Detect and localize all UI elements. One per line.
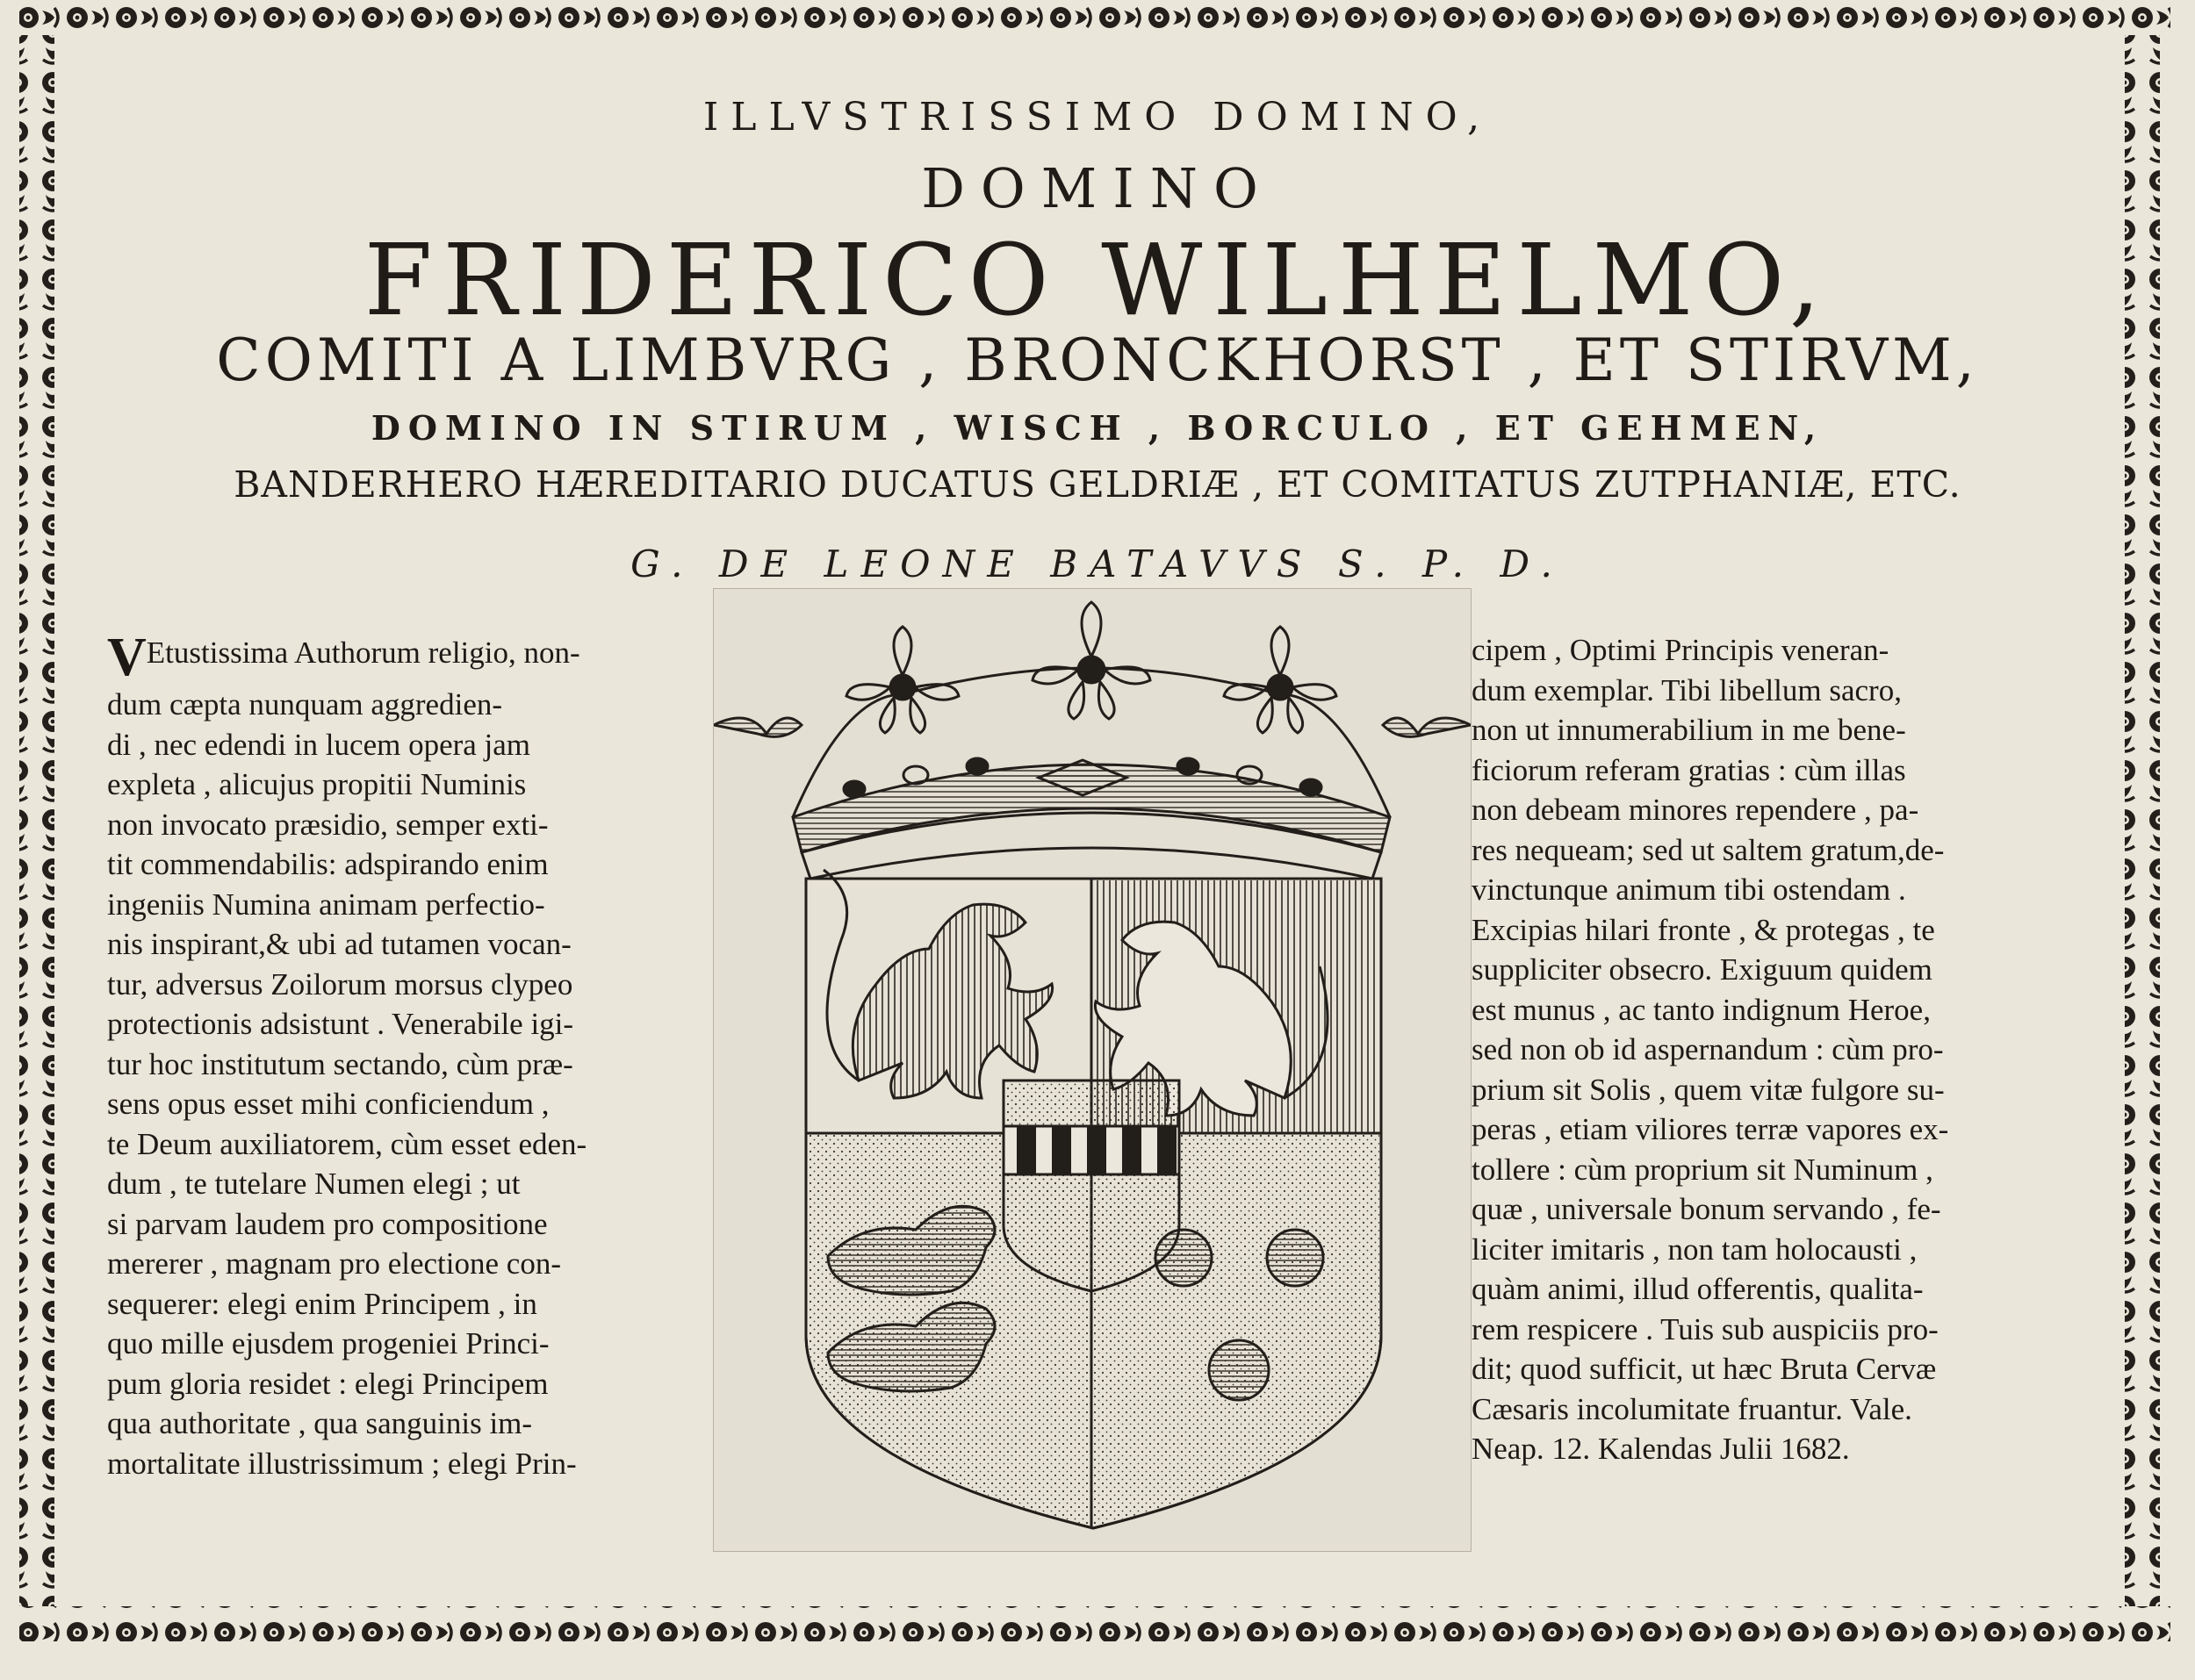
letter-line: VEtustissima Authorum religio, non- [107,628,580,687]
letter-line: nis inspirant,& ubi ad tutamen vocan- [107,927,572,961]
letter-line: suppliciter obsecro. Exiguum quidem [1472,952,1932,987]
letter-line: Excipias hilari fronte , & protegas , te [1472,912,1935,947]
letter-line: liciter imitaris , non tam holocausti , [1472,1231,1918,1267]
letter-line: quæ , universale bonum servando , fe- [1472,1192,1941,1226]
letter-line: sens opus esset mihi conficiendum , [107,1087,550,1121]
dedication-line-2: DOMINO [921,156,1274,220]
letter-line: non ut innumerabilium in me bene- [1472,713,1906,747]
letter-line: res nequeam; sed ut saltem gratum,de- [1472,832,1945,867]
letter-line: tollere : cùm proprium sit Numinum , [1472,1152,1933,1187]
letter-line: dum , te tutelare Numen elegi ; ut [107,1167,521,1201]
shield [806,870,1381,1528]
letter-line: expleta , alicujus propitii Numinis [107,767,527,801]
dedication-titles-3: BANDERHERO HÆREDITARIO DUCATUS GELDRIÆ , ET COMITATUS ZUTPHANIÆ, ETC. [234,463,1961,506]
letter-line: rem respicere . Tuis sub auspiciis pro- [1472,1311,1939,1346]
dedication-titles-2: DOMINO IN STIRUM , WISCH , BORCULO , ET GEHMEN, [371,408,1824,448]
letter-line: dum exemplar. Tibi libellum sacro, [1472,672,1902,707]
letter-line: si parvam laudem pro compositione [107,1206,548,1241]
letter-line: quo mille ejusdem progeniei Princi- [107,1326,550,1361]
letter-line: protectionis adsistunt . Venerabile igi- [107,1007,574,1041]
letter-line: prium sit Solis , quem vitæ fulgore su- [1472,1072,1945,1107]
coat-of-arms-plate [713,588,1472,1552]
letter-left-column [107,630,713,1483]
letter-line: dit; quod sufficit, ut hæc Bruta Cervæ [1472,1352,1937,1386]
letter-line: Neap. 12. Kalendas Julii 1682. [1472,1432,1850,1466]
crown-icon [714,602,1471,879]
letter-line: ingeniis Numina animam perfectio- [107,887,545,922]
letter-line: tur hoc institutum sectando, cùm præ- [107,1046,573,1081]
letter-line: mortalitate illustrissimum ; elegi Prin- [107,1446,577,1481]
letter-line: est munus , ac tanto indignum Heroe, [1472,992,1931,1027]
letter-line: peras , etiam viliores terræ vapores ex- [1472,1112,1949,1146]
dedication-titles-1: COMITI A LIMBVRG , BRONCKHORST , ET STIRVM, [216,327,1979,394]
letter-line: dum cæpta nunquam aggredien- [107,687,503,722]
letter-line: sequerer: elegi enim Principem , in [107,1286,537,1321]
letter-line: vinctunque animum tibi ostendam . [1472,872,1906,907]
letter-line: mererer , magnam pro electione con- [107,1246,561,1281]
inescutcheon-icon [1004,1081,1179,1291]
letter-line: tit commendabilis: adspirando enim [107,847,549,881]
letter-line: te Deum auxiliatorem, cùm esset eden- [107,1126,587,1161]
letter-line: quàm animi, illud offerentis, qualita- [1472,1272,1924,1306]
letter-line: di , nec edendi in lucem opera jam [107,727,531,762]
drop-cap: V [107,628,147,687]
letter-line: non debeam minores rependere , pa- [1472,793,1919,827]
letter-line: ficiorum referam gratias : cùm illas [1472,752,1906,787]
letter-line: sed non ob id aspernandum : cùm pro- [1472,1032,1944,1066]
dedication-line-1: ILLVSTRISSIMO DOMINO, [702,95,1493,140]
letter-line: pum gloria residet : elegi Principem [107,1366,549,1401]
author-signature: G. DE LEONE BATAVVS S. P. D. [630,542,1565,585]
letter-line: qua authoritate , qua sanguinis im- [107,1406,533,1440]
letter-line: Cæsaris incolumitate fruantur. Vale. [1472,1391,1912,1426]
coat-of-arms-engraving [714,589,1471,1551]
letter-line: non invocato præsidio, semper exti- [107,807,549,842]
letter-line: cipem , Optimi Principis veneran- [1472,633,1889,667]
dedicatee-name: FRIDERICO WILHELMO, [363,224,1832,338]
letter-right-column [1472,630,2069,1469]
letter-line: tur, adversus Zoilorum morsus clypeo [107,966,573,1002]
